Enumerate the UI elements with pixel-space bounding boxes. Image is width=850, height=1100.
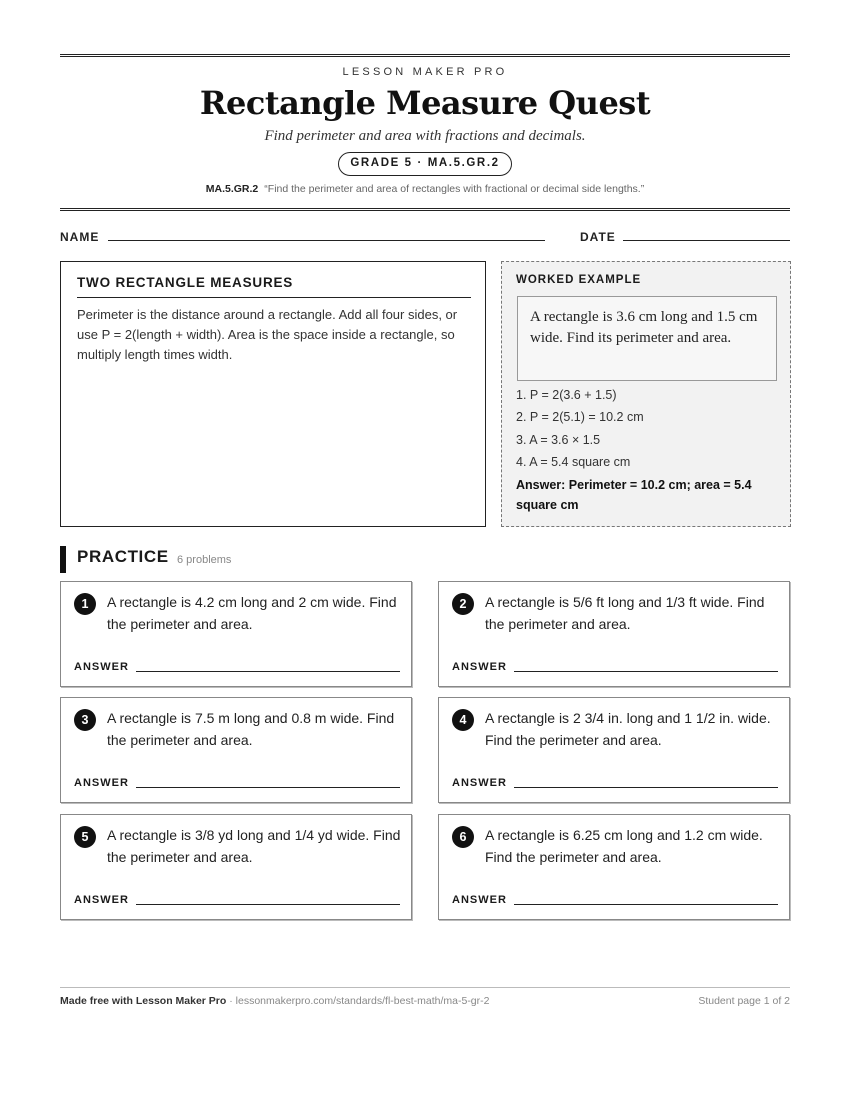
worked-example-step: 2. P = 2(5.1) = 10.2 cm	[516, 410, 644, 425]
answer-field[interactable]	[136, 904, 400, 905]
worksheet-subtitle: Find perimeter and area with fractions and decimals.	[264, 128, 586, 144]
footer-credit	[60, 995, 489, 1007]
name-label: NAME	[60, 230, 100, 244]
standard-code: MA.5.GR.2	[205, 183, 259, 195]
brand-name: LESSON MAKER PRO	[342, 66, 508, 78]
date-field[interactable]	[623, 240, 790, 241]
problem-text: A rectangle is 6.25 cm long and 1.2 cm wide. Find the perimeter and area.	[485, 827, 763, 865]
problem-text: A rectangle is 5/6 ft long and 1/3 ft wide. Find the perimeter and area.	[485, 594, 765, 632]
answer-label: ANSWER	[452, 661, 507, 673]
problem-card-6	[438, 814, 790, 920]
problem-number: 3	[74, 709, 96, 731]
intro-body: Perimeter is the distance around a rectangle. Add all four sides, or use P = 2(length + width). Area is the space inside a rectangle, so multiply length times width.	[77, 307, 458, 362]
worked-example-step: 4. A = 5.4 square cm	[516, 454, 631, 469]
worked-example-steps	[516, 384, 644, 473]
worked-example-step: 1. P = 2(3.6 + 1.5)	[516, 388, 617, 402]
practice-heading: PRACTICE	[77, 547, 169, 566]
problem-text: A rectangle is 7.5 m long and 0.8 m wide. Find the perimeter and area.	[107, 710, 395, 748]
worked-example-panel	[501, 261, 791, 527]
grade-badge: GRADE 5 · MA.5.GR.2	[338, 152, 512, 176]
name-field[interactable]	[108, 240, 545, 241]
answer-field[interactable]	[136, 787, 400, 788]
answer-field[interactable]	[514, 671, 778, 672]
problem-text: A rectangle is 4.2 cm long and 2 cm wide. Find the perimeter and area.	[107, 594, 397, 632]
footer-rule	[60, 987, 790, 988]
problem-card-3	[60, 697, 412, 803]
answer-label: ANSWER	[452, 777, 507, 789]
problem-card-1	[60, 581, 412, 687]
footer-url[interactable]: · lessonmakerpro.com/standards/fl-best-math/ma-5-gr-2	[226, 995, 490, 1007]
problem-number: 6	[452, 826, 474, 848]
worked-example-label: WORKED EXAMPLE	[516, 274, 642, 286]
problem-number: 4	[452, 709, 474, 731]
intro-panel	[60, 261, 486, 527]
problem-card-2	[438, 581, 790, 687]
problem-number: 2	[452, 593, 474, 615]
answer-label: ANSWER	[74, 894, 129, 906]
answer-label: ANSWER	[452, 894, 507, 906]
problem-number: 5	[74, 826, 96, 848]
worksheet-title: Rectangle Measure Quest	[199, 84, 651, 122]
standard-description: “Find the perimeter and area of rectangles with fractional or decimal side lengths.”	[264, 183, 645, 195]
practice-section-marker	[60, 546, 66, 573]
header-bottom-rule	[60, 208, 790, 211]
footer-page-number: Student page 1 of 2	[698, 995, 790, 1007]
worked-example-step: 3. A = 3.6 × 1.5	[516, 432, 601, 447]
date-label: DATE	[580, 230, 616, 244]
problem-text: A rectangle is 3/8 yd long and 1/4 yd wide. Find the perimeter and area.	[107, 827, 401, 865]
standard-line	[0, 183, 850, 195]
worked-example-prompt: A rectangle is 3.6 cm long and 1.5 cm wide. Find its perimeter and area.	[517, 296, 777, 381]
answer-field[interactable]	[514, 904, 778, 905]
answer-field[interactable]	[514, 787, 778, 788]
footer-made-with: Made free with Lesson Maker Pro	[60, 995, 227, 1007]
answer-field[interactable]	[136, 671, 400, 672]
practice-count: 6 problems	[177, 554, 232, 566]
problem-text: A rectangle is 2 3/4 in. long and 1 1/2 in. wide. Find the perimeter and area.	[485, 710, 771, 748]
intro-heading: TWO RECTANGLE MEASURES	[77, 275, 471, 298]
problem-card-4	[438, 697, 790, 803]
problem-number: 1	[74, 593, 96, 615]
worked-example-answer: Answer: Perimeter = 10.2 cm; area = 5.4 square cm	[516, 478, 752, 512]
top-double-rule	[60, 54, 790, 57]
answer-label: ANSWER	[74, 661, 129, 673]
problem-card-5	[60, 814, 412, 920]
answer-label: ANSWER	[74, 777, 129, 789]
